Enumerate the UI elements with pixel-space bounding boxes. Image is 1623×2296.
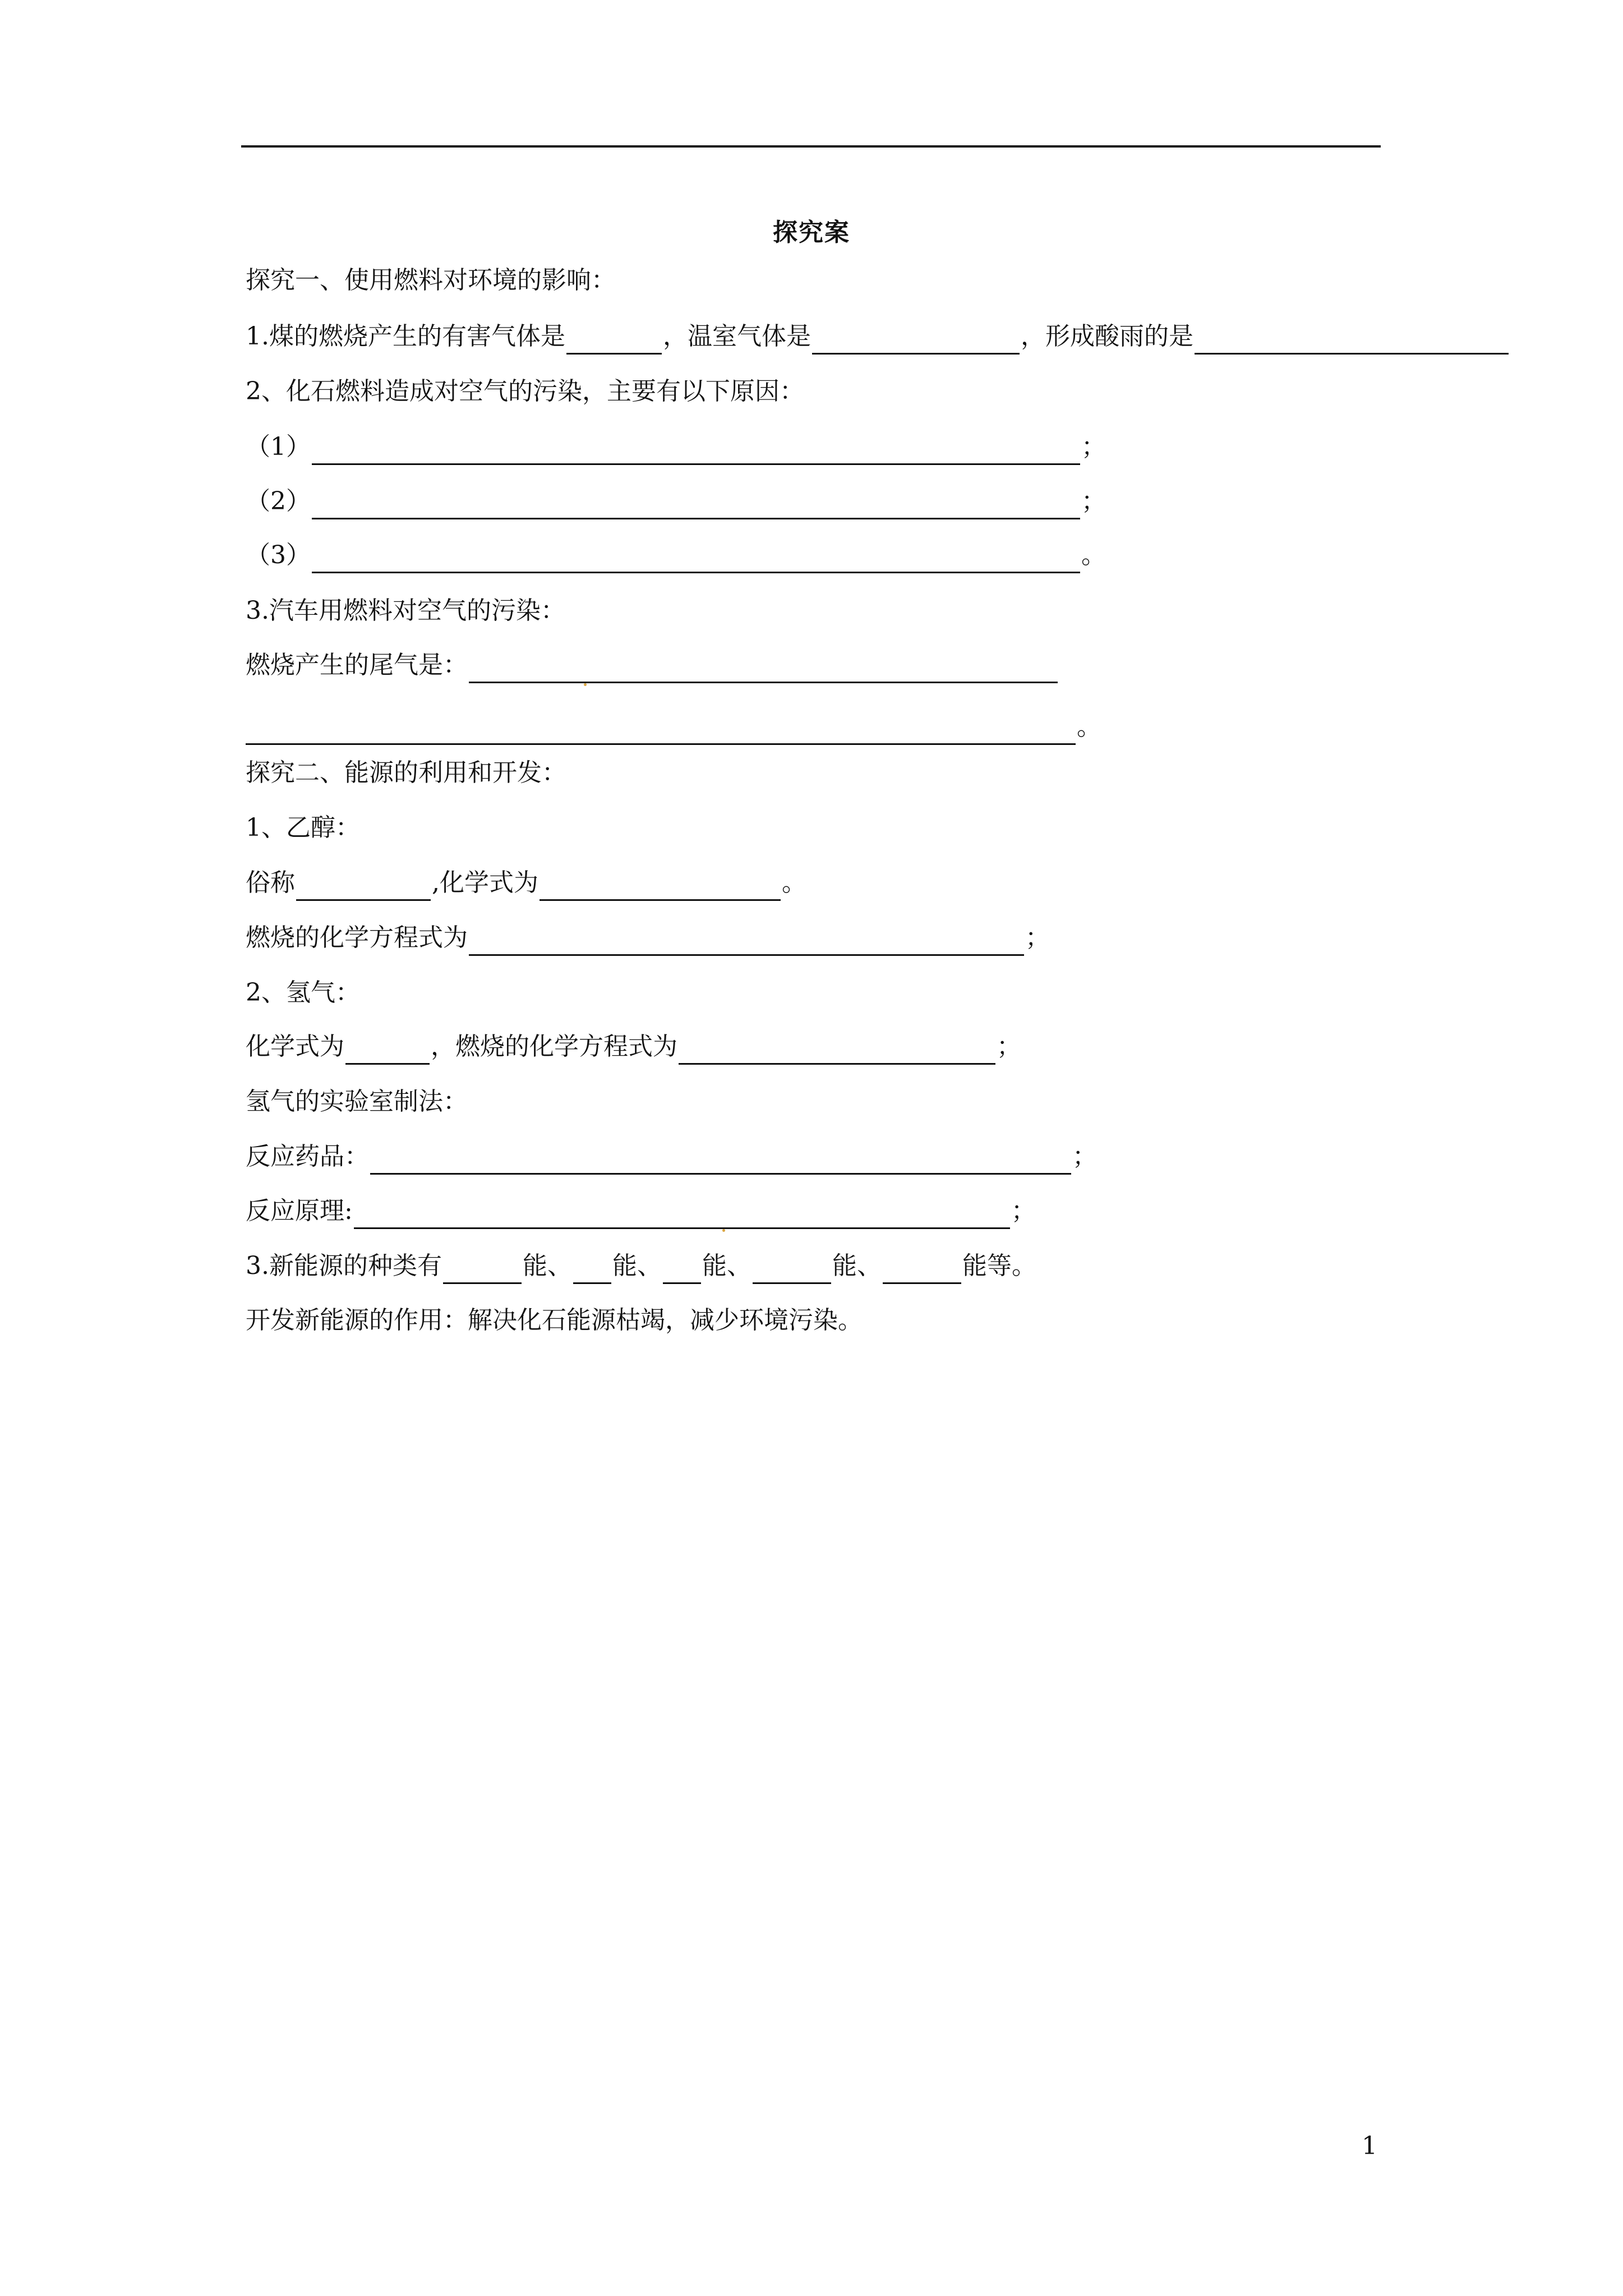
energy-sep-4: 能、 [832,1251,882,1280]
principle-blank[interactable] [354,1200,1010,1229]
new-energy-purpose-text: 开发新能源的作用：解决化石能源枯竭，减少环境污染。 [246,1306,863,1335]
reason-3-blank[interactable] [312,545,1080,573]
reason-2 [246,484,1106,519]
new-energy-purpose [246,1303,863,1338]
reason-2-blank[interactable] [312,491,1080,519]
reason-2-end: ； [1081,487,1106,516]
question-2-heading [246,374,804,409]
ethanol-heading [246,810,360,846]
q3-heading-text: 3.汽车用燃料对空气的污染： [246,596,565,625]
section1-heading [246,263,616,298]
hydrogen-formula-blank[interactable] [345,1036,430,1065]
ethanol-equation [246,920,1050,956]
hydrogen-formula-label: 化学式为 [246,1032,344,1061]
hydrogen-formula-equation [246,1029,1021,1065]
ethanol-heading-text: 1、乙醇： [246,813,360,842]
greenhouse-gas-blank[interactable] [812,326,1020,355]
principle-end: ； [1011,1197,1036,1225]
energy-type-4-blank[interactable] [753,1255,831,1284]
reason-3-end: 。 [1081,541,1106,569]
acid-rain-gas-blank[interactable] [1195,326,1509,355]
reagents-line [246,1139,1097,1175]
hydrogen-lab-heading [246,1084,468,1120]
q2-heading-text: 2、化石燃料造成对空气的污染，主要有以下原因： [246,377,804,406]
exhaust-blank-1[interactable] [469,655,1058,683]
reason-2-label: （2） [246,487,311,516]
hydrogen-equation-end: ； [997,1032,1021,1061]
q1-mid1: ，温室气体是 [662,322,811,351]
ethanol-formula-blank[interactable] [540,872,781,901]
exhaust-continuation [246,709,1101,745]
reason-1-blank[interactable] [312,436,1080,465]
reagents-blank[interactable] [370,1146,1071,1175]
reagents-label: 反应药品： [246,1142,369,1171]
exhaust-label: 燃烧产生的尾气是： [246,651,468,679]
ink-dot [584,683,587,686]
q1-mid2: ，形成酸雨的是 [1020,322,1193,351]
reagents-end: ； [1072,1142,1097,1171]
energy-sep-3: 能、 [702,1251,751,1280]
energy-type-5-blank[interactable] [883,1255,961,1284]
ethanol-equation-blank[interactable] [469,927,1024,956]
harmful-gas-blank[interactable] [566,326,662,355]
new-energy-prefix: 3.新能源的种类有 [246,1251,442,1280]
ethanol-name-formula [246,865,806,901]
ethanol-formula-label: ,化学式为 [432,868,538,897]
page-title: 探究案 [773,218,850,247]
new-energy-suffix: 能等。 [962,1251,1036,1280]
exhaust-blank-2[interactable] [246,716,1076,745]
ethanol-equation-end: ； [1025,923,1050,952]
page-number: 1 [1362,2132,1377,2160]
exhaust-line [246,647,1059,683]
ethanol-equation-label: 燃烧的化学方程式为 [246,923,468,952]
section2-heading-text: 探究二、能源的利用和开发： [246,758,566,787]
hydrogen-equation-blank[interactable] [679,1036,995,1065]
hydrogen-heading [246,975,360,1011]
section1-heading-text: 探究一、使用燃料对环境的影响： [246,266,616,295]
exhaust-end: 。 [1077,712,1101,741]
energy-type-2-blank[interactable] [573,1255,611,1284]
reason-3 [246,537,1106,573]
ethanol-common-name-blank[interactable] [296,872,431,901]
common-name-label: 俗称 [246,868,295,897]
hydrogen-lab-heading-text: 氢气的实验室制法： [246,1087,468,1116]
reason-1-label: （1） [246,432,311,461]
principle-line [246,1193,1036,1229]
new-energy-types [246,1248,1036,1284]
section2-heading [246,755,566,791]
ink-dot [722,1229,725,1232]
header-rule [241,145,1381,148]
ethanol-formula-end: 。 [782,868,806,897]
reason-1-end: ； [1081,432,1106,461]
energy-type-3-blank[interactable] [663,1255,701,1284]
question-3-heading [246,593,565,629]
reason-1 [246,429,1106,465]
energy-sep-2: 能、 [612,1251,662,1280]
principle-label: 反应原理: [246,1197,353,1225]
q1-prefix: 1.煤的燃烧产生的有害气体是 [246,322,565,351]
energy-sep-1: 能、 [522,1251,572,1280]
energy-type-1-blank[interactable] [443,1255,522,1284]
reason-3-label: （3） [246,541,311,569]
question-1 [246,319,1510,355]
hydrogen-equation-label: ，燃烧的化学方程式为 [431,1032,677,1061]
hydrogen-heading-text: 2、氢气： [246,978,360,1007]
